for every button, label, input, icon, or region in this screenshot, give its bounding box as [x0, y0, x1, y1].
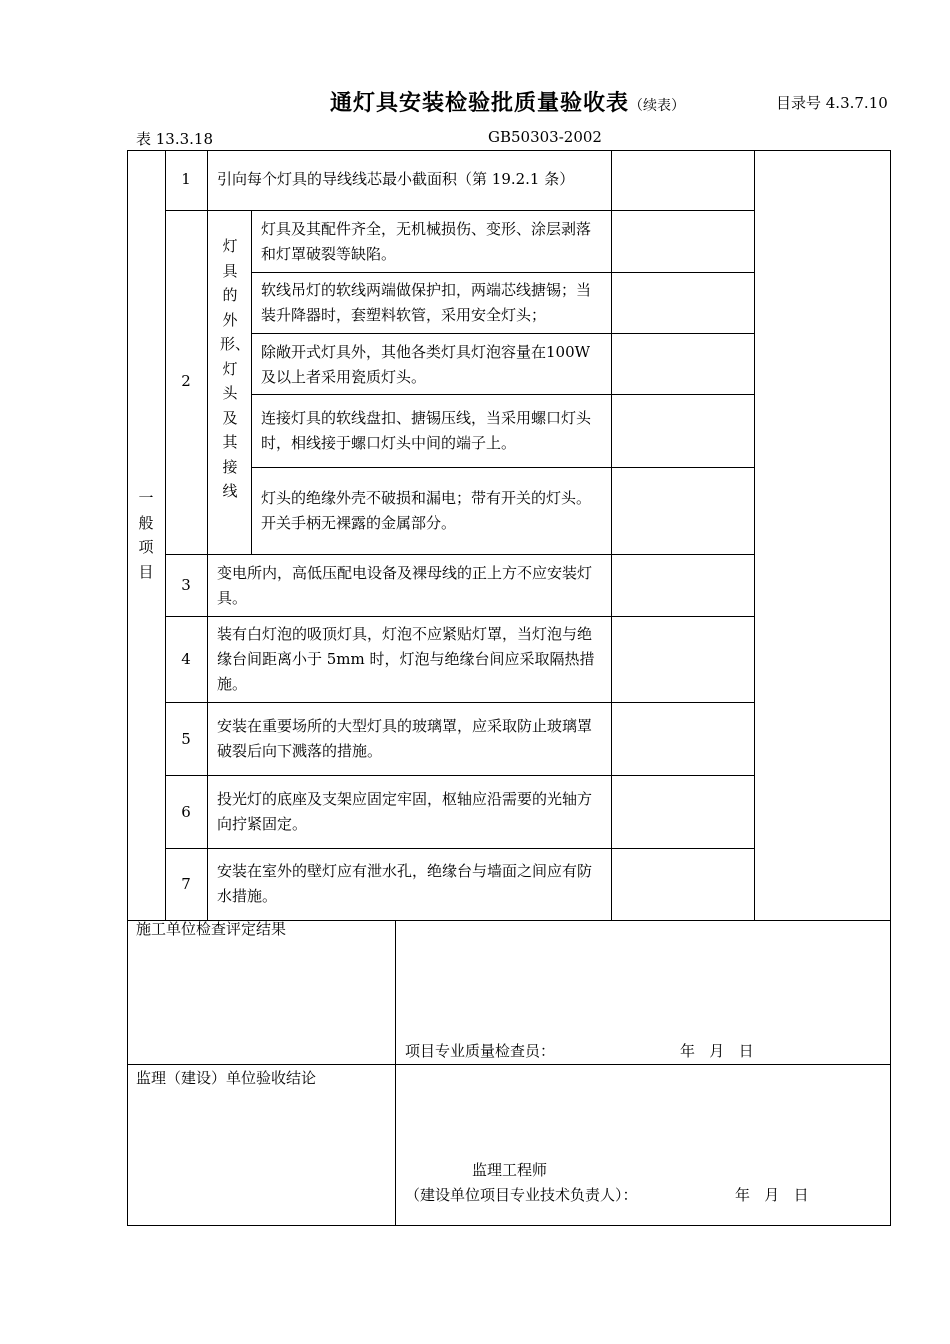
item-number: 5 — [181, 730, 191, 748]
grid-line — [251, 394, 754, 395]
subitem-text: 除敞开式灯具外，其他各类灯具灯泡容量在100W 及以上者采用瓷质灯头。 — [261, 343, 591, 386]
grid-line — [165, 702, 754, 703]
inspector-label: 项目专业质量检查员： — [405, 1042, 556, 1060]
grid-line — [251, 333, 754, 334]
grid-line — [165, 554, 754, 555]
subitem-text: 灯头的绝缘外壳不破损和漏电；带有开关的灯头。开关手柄无裸露的金属部分。 — [261, 489, 592, 532]
title-suffix: （续表） — [629, 98, 686, 114]
subitem-text: 软线吊灯的软线两端做保护扣，两端芯线搪锡；当装升降器时，套塑料软管，采用安全灯头； — [261, 281, 592, 324]
catalog-number: 目录号 4.3.7.10 — [776, 94, 888, 112]
grid-line — [165, 210, 754, 211]
item-number: 7 — [181, 875, 191, 893]
item-text: 引向每个灯具的导线线芯最小截面积（第 19.2.1 条） — [217, 170, 575, 188]
owner-label: （建设单位项目专业技术负责人）： — [405, 1186, 638, 1204]
item-text: 变电所内，高低压配电设备及裸母线的正上方不应安装灯具。 — [217, 564, 593, 607]
item-number: 6 — [181, 803, 191, 821]
grid-line — [251, 272, 754, 273]
title-text: 通灯具安装检验批质量验收表 — [330, 90, 630, 116]
construction-date: 年 月 日 — [680, 1042, 754, 1060]
supervision-label: 监理（建设）单位验收结论 — [136, 1069, 317, 1087]
grid-line — [611, 150, 612, 921]
item-text: 装有白灯泡的吸顶灯具，灯泡不应紧贴灯罩，当灯泡与绝缘台间距离小于 5mm 时，灯泡与绝缘台间应采取隔热措施。 — [217, 625, 595, 693]
grid-line — [165, 775, 754, 776]
item-number: 1 — [181, 170, 191, 188]
form-title — [330, 86, 685, 117]
item-number: 4 — [181, 650, 191, 668]
item-number: 2 — [181, 372, 191, 390]
grid-line — [127, 1064, 891, 1065]
grid-line — [754, 150, 755, 921]
section-label: 一般项目 — [138, 489, 154, 581]
grid-line — [251, 210, 252, 555]
grid-line — [395, 920, 396, 1226]
grid-line — [165, 848, 754, 849]
grid-line — [207, 150, 208, 921]
item-text: 安装在重要场所的大型灯具的玻璃罩，应采取防止玻璃罩破裂后向下溅落的措施。 — [217, 717, 593, 760]
subitem-text: 灯具及其配件齐全，无机械损伤、变形、涂层剥落和灯罩破裂等缺陷。 — [261, 220, 592, 263]
item-number: 3 — [181, 576, 191, 594]
construction-label: 施工单位检查评定结果 — [136, 920, 287, 938]
item-text: 投光灯的底座及支架应固定牢固，枢轴应沿需要的光轴方向拧紧固定。 — [217, 790, 593, 833]
group-label: 灯具的外形、灯头及其接线 — [220, 237, 251, 500]
grid-line — [251, 467, 754, 468]
subitem-text: 连接灯具的软线盘扣、搪锡压线，当采用螺口灯头时，相线接于螺口灯头中间的端子上。 — [261, 409, 592, 452]
engineer-label: 监理工程师 — [472, 1161, 548, 1179]
standard-code: GB50303-2002 — [488, 128, 602, 146]
table-number: 表 13.3.18 — [136, 130, 214, 148]
grid-line — [165, 616, 754, 617]
item-text: 安装在室外的壁灯应有泄水孔，绝缘台与墙面之间应有防水措施。 — [217, 862, 593, 905]
supervision-date: 年 月 日 — [735, 1186, 809, 1204]
